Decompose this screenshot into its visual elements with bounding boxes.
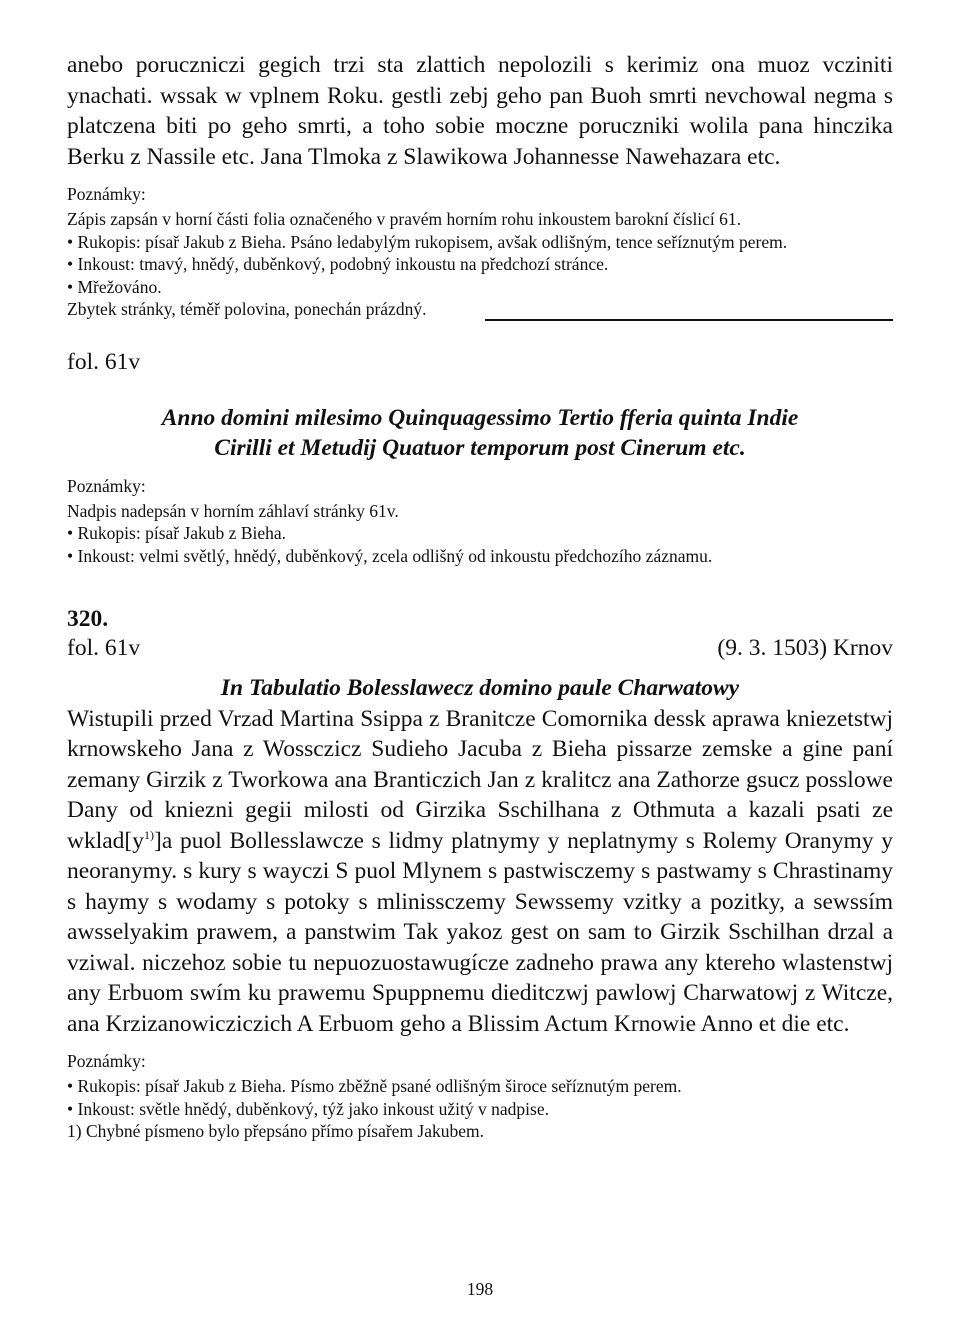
- folio-date-row: [67, 633, 893, 663]
- folio-label: fol. 61v: [67, 348, 141, 375]
- notes-block-1: [67, 208, 893, 321]
- note-line: • Rukopis: písař Jakub z Bieha.: [67, 523, 287, 543]
- footnote-marker: 1): [144, 827, 155, 842]
- page-number: 198: [466, 1279, 494, 1299]
- notes-label: Poznámky:: [67, 1051, 146, 1071]
- note-line: 1) Chybné písmeno bylo přepsáno přímo písařem Jakubem.: [67, 1121, 485, 1141]
- document-page: [67, 50, 893, 1143]
- main-text-part: ]a puol Bollesslawcze s lidmy platnymy y neplatnymy s Rolemy Oranymy y neoranymy. s kury s wayczi S puol Mlynem s pastwisczemy s pastwamy s Chrastinamy s haymy s wodamy s potoky s mlinissczemy Sewssemy vzitky a pozitky, a sewssím awsselyakim prawem, a panstwim Tak yakoz gest on sam to Girzik Sschilhan drzal a vziwal. niczehoz sobie tu nepuozuostawugícze zadneho prawa any ktereho wlastenstwj any Erbuom swím ku prawemu Spuppnemu dieditczwj pawlowj Charwatowj z Witcze, ana Krzizanowicziczich A Erbuom geho a Blissim Actum Krnowie Anno et die etc.: [67, 827, 893, 1037]
- notes-label: Poznámky:: [67, 475, 146, 496]
- note-line: • Mřežováno.: [67, 276, 162, 297]
- notes-label: Poznámky:: [67, 184, 146, 204]
- notes-block-2: [67, 500, 893, 568]
- note-line: Zápis zapsán v horní části folia označeného v pravém horním rohu inkoustem barokní číslicí 61.: [67, 209, 742, 229]
- date-place: (9. 3. 1503) Krnov: [717, 635, 893, 661]
- heading-line: Cirilli et Metudij Quatuor temporum post Cinerum etc.: [214, 435, 746, 461]
- main-text: [67, 704, 893, 1040]
- entry-number: 320.: [67, 606, 109, 632]
- note-line: • Rukopis: písař Jakub z Bieha. Písmo zběžně psané odlišným široce seříznutým perem.: [67, 1076, 682, 1096]
- main-text-part: Wistupili przed Vrzad Martina Ssippa z Branitcze Comornika dessk aprawa kniezetstwj krnowskeho Jana z Wossczicz Sudieho Jacuba z Bieha pissarze zemske a gine paní zemany Girzik z Tworkowa ana Branticzich Jan z kralitcz ana Zathorze gsucz posslowe Dany od kniezni gegii milosti od Girzika Sschilhana z Othmuta a kazali psati ze wklad[y: [67, 705, 893, 854]
- section-divider: [485, 319, 893, 321]
- note-line: Zbytek stránky, téměř polovina, ponechán prázdný.: [67, 299, 427, 319]
- notes-block-3: [67, 1075, 893, 1143]
- entry-heading-2: In Tabulatio Bolesslawecz domino paule Charwatowy: [220, 675, 740, 701]
- note-line: • Inkoust: světle hnědý, duběnkový, týž jako inkoust užitý v nadpise.: [67, 1098, 549, 1119]
- note-line: • Inkoust: tmavý, hnědý, duběnkový, podobný inkoustu na předchozí stránce.: [67, 254, 609, 274]
- top-paragraph: anebo poruczniczi gegich trzi sta zlattich nepolozili s kerimiz ona muoz vcziniti ynachati. wssak w vplnem Roku. gestli zebj geho pan Buoh smrti nevchowal negma s platczena biti po geho smrti, a toho sobie moczne poruczniki wolila pana hinczika Berku z Nassile etc. Jana Tlmoka z Slawikowa Johannesse Nawehazara etc.: [67, 52, 893, 170]
- folio-label: fol. 61v: [67, 635, 141, 661]
- entry-heading-1: [67, 403, 893, 464]
- heading-line: Anno domini milesimo Quinquagessimo Tertio fferia quinta Indie: [161, 404, 799, 431]
- note-line: • Inkoust: velmi světlý, hnědý, duběnkový, zcela odlišný od inkoustu předchozího záznamu.: [67, 545, 713, 566]
- note-line: • Rukopis: písař Jakub z Bieha. Psáno ledabylým rukopisem, avšak odlišným, tence seříznutým perem.: [67, 231, 788, 252]
- note-line: Nadpis nadepsán v horním záhlaví stránky 61v.: [67, 500, 399, 521]
